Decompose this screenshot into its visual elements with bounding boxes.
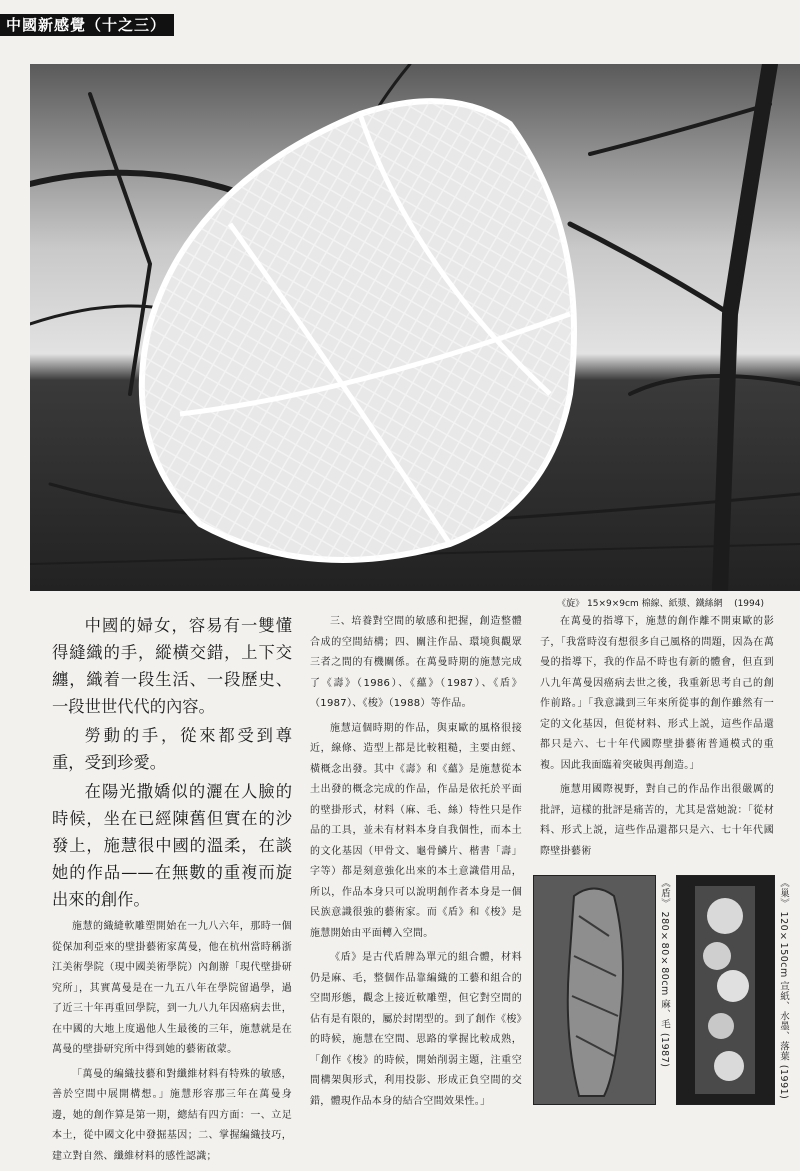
- text-column-2: [310, 612, 522, 1116]
- section-title: 中國新感覺（十之三）: [0, 14, 174, 36]
- body-paragraph: 施慧的織縫軟雕塑開始在一九八六年，那時一個從保加利亞來的壁掛藝術家萬曼，他在杭州當時稱浙江美術學院（現中國美術學院）內創辦「現代壁掛研究所」，其實萬曼是在一九五八年在學院留過學，過了近三十年再重回學院，到一九八九年因癌病去世，在中國的大地上度過他人生最後的三年，施慧就是在萬曼的壁掛研究所中得到她的藝術啟蒙。: [52, 921, 292, 1055]
- body-paragraph: 施慧用國際視野，對自己的作品作出很嚴厲的批評，這樣的批評是痛苦的，尤其是當她說：「從材料、形式上説，這些作品還都只是六、七十年代國際壁掛藝術: [540, 784, 774, 857]
- body-paragraph: 三、培養對空間的敏感和把握，創造整體合成的空間結構；四、關注作品、環境與觀眾三者之間的有機關係。在萬曼時期的施慧完成了《壽》（1986）、《蘊》（1987）、《盾》（1987）、《梭》（1988）等作品。: [310, 616, 522, 709]
- figure-shield-caption: 《盾》 280×80×80cm 麻、毛 (1987): [659, 878, 670, 1068]
- text-column-3: [540, 612, 774, 866]
- body-paragraph: 施慧這個時期的作品，與東歐的風格很接近，線條、造型上都是比較粗糙，主要由經、橫概念出發。其中《壽》和《蘊》是施慧從本土出發的概念完成的作品，作品是依托於平面的壁掛形式，材料（麻、毛、絲）特性只是作品的工具，並未有材料本身自我個性，而本土的文化基因（甲骨文、龜骨鱗片、楷書「壽」字等）都是刻意強化出來的本土意識借用品，所以，作品本身只可以說明創作者本身是一個民族意識很強的藝術家。而《盾》和《梭》是施慧開始由平面轉入空間。: [310, 722, 522, 939]
- intro-paragraph: 勞動的手，從來都受到尊重，受到珍愛。: [52, 726, 292, 772]
- body-paragraph: 「萬曼的編織技藝和對纖維材料有特殊的敏感，善於空間中展開構想。」施慧形容那三年在萬曼身邊，她的創作算是第一期，總結有四方面：一、立足本土，從中國文化中發掘基因；二、掌握編織技巧，建立對自然、纖維材料的感性認識；: [52, 1068, 292, 1162]
- hero-caption-year: (1994): [734, 599, 764, 609]
- figure-shield-photo: [533, 875, 656, 1105]
- body-paragraph: 《盾》是古代盾牌為單元的組合體，材料仍是麻、毛，整個作品靠編織的工藝和組合的空間形態，觀念上接近軟雕塑，但它對空間的佔有是有限的，屬於封閉型的。到了創作《梭》的時候，施慧在空間、思路的掌握比較成熟，「創作《梭》的時候，開始削弱主題，注重空間構架與形式，利用投影、形成正負空間的交錯，體現作品本身的結合空間效果性。」: [310, 952, 522, 1107]
- text-column-1: [52, 612, 292, 1171]
- hero-photo: [30, 64, 800, 591]
- figure-nest-caption: 《巢》 120×150cm 宣紙、水墨、落葉 (1991): [778, 878, 789, 1100]
- hero-caption: [557, 596, 764, 609]
- intro-paragraph: 在陽光撒嬌似的灑在人臉的時候，坐在已經陳舊但實在的沙發上，施慧很中國的溫柔，在談她的作品——在無數的重複而旋出來的創作。: [52, 782, 292, 909]
- figure-nest-photo: [676, 875, 775, 1105]
- hero-caption-materials: 棉線、紙漿、鐵絲網: [641, 599, 723, 609]
- hero-caption-title: 《旋》: [557, 599, 585, 609]
- hero-caption-dims: 15×9×9cm: [587, 599, 639, 609]
- intro-paragraph: 中國的婦女，容易有一雙懂得縫織的手，縱橫交錯，上下交纏，織着一段生活、一段歷史、一段世世代代的內容。: [52, 616, 292, 716]
- body-paragraph: 在萬曼的指導下，施慧的創作離不開東歐的影子，「我當時沒有想很多自己風格的問題，因為在萬曼的指導下，我的作品不時也有新的體會，但直到八九年萬曼因癌病去世之後，我重新思考自己的創作前路。」「我意識到三年來所從事的創作雖然有一定的文化基因，但從材料、形式上説，這些作品還都只是六、七十年代國際壁掛藝術普通模式的重複。因此我面臨着突破與再創造。」: [540, 616, 774, 771]
